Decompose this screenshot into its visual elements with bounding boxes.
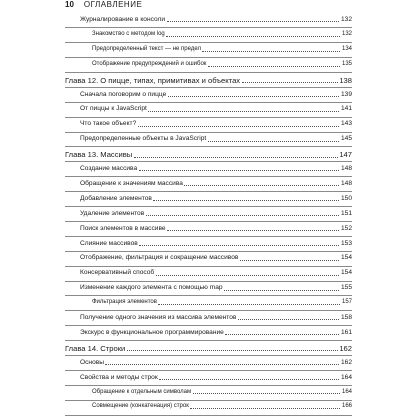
toc-entry <box>92 403 352 411</box>
toc-entry-page: 132 <box>341 30 352 37</box>
toc-entry <box>80 359 352 367</box>
toc-entry <box>80 314 352 322</box>
toc-chapter-entry <box>65 344 352 353</box>
toc-entry-title: Журналирование в консоли <box>80 16 166 23</box>
dot-leader <box>193 393 341 394</box>
separator-line <box>65 191 352 192</box>
separator-line <box>65 415 352 416</box>
toc-entry-page: 148 <box>340 179 352 187</box>
toc-entry-page: 148 <box>340 165 352 172</box>
toc-entry-title: Добавление элементов <box>80 194 152 202</box>
toc-entry <box>92 46 352 54</box>
separator-line <box>65 27 352 28</box>
separator-line <box>65 310 352 311</box>
separator-line <box>65 251 352 252</box>
toc-entry-title: Глава 14. Строки <box>65 343 126 353</box>
separator-line <box>65 325 352 326</box>
dot-leader <box>224 290 339 291</box>
dot-leader <box>240 260 340 261</box>
separator-line <box>65 355 352 356</box>
dot-leader <box>190 408 340 409</box>
toc-entry <box>92 61 352 69</box>
separator-line <box>65 117 352 118</box>
dot-leader <box>138 126 340 127</box>
toc-entry-title: Консервативный способ <box>80 269 155 277</box>
toc-chapter-entry <box>65 76 352 85</box>
toc-entry <box>80 269 352 277</box>
toc-entry-page: 164 <box>340 373 352 381</box>
dot-leader <box>242 82 338 83</box>
toc-entry-page: 153 <box>340 239 352 247</box>
toc-entry-page: 145 <box>340 135 352 143</box>
dot-leader <box>167 230 339 231</box>
toc-entry <box>80 374 352 382</box>
separator-line <box>65 57 352 58</box>
toc-entry-page: 135 <box>341 60 352 67</box>
separator-line <box>65 102 352 103</box>
toc-entry <box>80 180 352 188</box>
toc-entry <box>80 135 352 143</box>
toc-entry-title: Совмещение (конкатенация) строк <box>92 403 189 410</box>
dot-leader <box>153 200 339 201</box>
running-title: ОГЛАВЛЕНИЕ <box>83 0 143 9</box>
toc-entry-title: Отображение предупреждений и ошибок <box>92 60 207 67</box>
toc-entry <box>80 254 352 262</box>
toc-entry-title: Что такое объект? <box>80 120 137 128</box>
toc-entry-title: Сначала поговорим о пицце <box>80 90 167 98</box>
toc-entry <box>80 284 352 292</box>
toc-entry-title: Обращение к значениям массива <box>80 179 183 187</box>
separator-line <box>65 221 352 222</box>
toc-entry-page: 150 <box>340 194 352 202</box>
toc-entry <box>80 240 352 248</box>
toc-entry-page: 141 <box>340 105 352 113</box>
toc-entry-title: Основы <box>80 358 104 366</box>
toc-entry-title: Слияние массивов <box>80 239 138 247</box>
toc-entry-page: 162 <box>340 358 352 366</box>
dot-leader <box>105 364 339 365</box>
toc-chapter-entry <box>65 150 352 159</box>
toc-entry-page: 161 <box>340 328 352 336</box>
toc-entry-title: Фильтрация элементов <box>92 299 157 306</box>
separator-line <box>65 72 352 73</box>
dot-leader <box>158 304 340 305</box>
separator-line <box>65 266 352 267</box>
dot-leader <box>202 51 340 52</box>
toc-entry-title: Знакомство с методом log <box>92 30 165 37</box>
dot-leader <box>139 245 339 246</box>
separator-line <box>65 132 352 133</box>
toc-entry-title: Удаление элементов <box>80 209 145 217</box>
toc-entry <box>92 31 352 39</box>
dot-leader <box>134 157 338 158</box>
toc-entry-page: 138 <box>339 75 352 85</box>
toc-entry <box>80 210 352 218</box>
toc-entry <box>92 389 352 397</box>
toc-entry-page: 158 <box>340 314 352 321</box>
dot-leader <box>127 350 338 351</box>
toc-entry-title: Свойства и методы строк <box>80 373 158 381</box>
toc-entry-title: Изменение каждого элемента с помощью map <box>80 284 223 292</box>
page-number: 10 <box>65 0 74 9</box>
dot-leader <box>184 185 339 186</box>
separator-line <box>65 146 352 147</box>
separator-line <box>65 340 352 341</box>
dot-leader <box>238 319 340 320</box>
toc-entry-page: 166 <box>341 403 352 410</box>
dot-leader <box>148 111 339 112</box>
separator-line <box>65 42 352 43</box>
toc-entry-title: Глава 13. Массивы <box>65 150 133 160</box>
toc-entry-title: Обращение к отдельным символам <box>92 388 192 395</box>
toc-entry-title: Создание массива <box>80 165 138 172</box>
toc-entry <box>80 329 352 337</box>
toc-entry-page: 162 <box>339 343 352 353</box>
dot-leader <box>167 21 340 22</box>
dot-leader <box>139 170 340 171</box>
toc-entry <box>80 195 352 203</box>
toc-entry <box>80 91 352 99</box>
toc-entry <box>80 120 352 128</box>
toc-entry-title: Получение одного значения из массива элементов <box>80 314 237 321</box>
separator-line <box>65 236 352 237</box>
toc-entry-page: 164 <box>341 388 352 395</box>
toc-entry-title: От пиццы к JavaScript <box>80 105 147 113</box>
separator-line <box>65 87 352 88</box>
toc-entry <box>80 225 352 233</box>
dot-leader <box>156 275 340 276</box>
dot-leader <box>225 334 339 335</box>
dot-leader <box>168 96 340 97</box>
toc-entry <box>80 165 352 173</box>
toc-entry-page: 151 <box>340 209 352 217</box>
separator-line <box>65 161 352 162</box>
dot-leader <box>208 66 341 67</box>
toc-entry-page: 154 <box>340 254 352 262</box>
toc-entry-page: 157 <box>341 299 352 306</box>
dot-leader <box>146 215 340 216</box>
toc-entry-title: Поиск элементов в массиве <box>80 224 166 232</box>
toc-entry-page: 147 <box>339 150 352 160</box>
toc-entry <box>80 16 352 24</box>
dot-leader <box>159 379 339 380</box>
toc-entry-title: Экскурс в функциональное программирование <box>80 328 224 336</box>
toc-entry-title: Предопределенный текст — не предел <box>92 45 201 52</box>
separator-line <box>65 206 352 207</box>
toc-entry-title: Глава 12. О пицце, типах, примитивах и объектах <box>65 75 241 85</box>
toc-entry-title: Отображение, фильтрация и сокращение массивов <box>80 254 239 262</box>
toc-entry-page: 134 <box>341 45 352 52</box>
dot-leader <box>166 36 340 37</box>
toc-entry-page: 139 <box>340 90 352 98</box>
separator-line <box>65 385 352 386</box>
dot-leader <box>208 141 340 142</box>
toc-entry-page: 132 <box>340 16 352 23</box>
separator-line <box>65 281 352 282</box>
separator-line <box>65 176 352 177</box>
toc-entry <box>92 299 352 307</box>
toc-entry-page: 154 <box>340 269 352 277</box>
toc-entry <box>80 105 352 113</box>
toc-entry-page: 143 <box>340 120 352 128</box>
separator-line <box>65 370 352 371</box>
toc-entry-page: 152 <box>340 224 352 232</box>
separator-line <box>65 400 352 401</box>
toc-entry-page: 155 <box>340 284 352 292</box>
separator-line <box>65 295 352 296</box>
toc-entry-title: Предопределенные объекты в JavaScript <box>80 135 207 143</box>
